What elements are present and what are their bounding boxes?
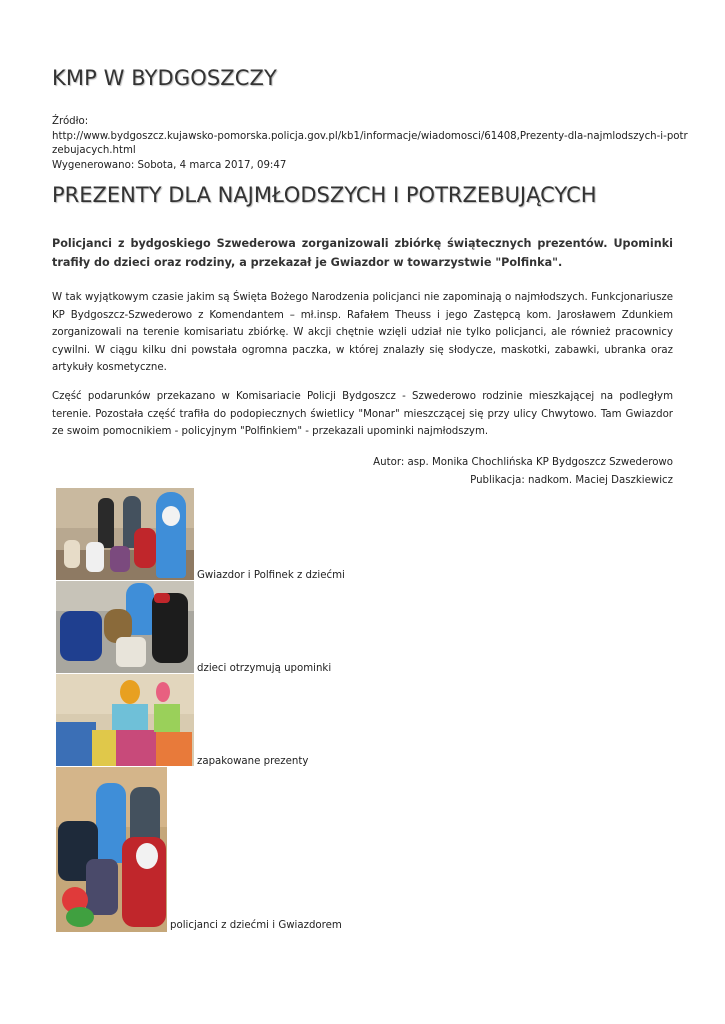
photo-dzieci-upominki[interactable] [56,581,194,673]
source-meta [52,115,688,173]
gallery-item [56,674,356,766]
article-paragraph-2: Część podarunków przekazano w Komisariacie Policji Bydgoszcz - Szwederowo rodzinie mieszkającej na podległym terenie. Pozostała część trafiła do podopiecznych świetlicy "Monar" mieszczącej się przy ulicy Chwytowo. Tam Gwiazdor ze swoim pomocnikiem - policyjnym "Polfinkiem" - przekazali upominki najmłodszym. [52,391,673,438]
article-lead: Policjanci z bydgoskiego Szwederowa zorganizowali zbiórkę świątecznych prezentów. Upominki trafiły do dzieci oraz rodziny, a przekazał je Gwiazdor w towarzystwie "Polfinka". [52,237,673,269]
source-label: Źródło: [52,116,89,127]
photo-policjanci-gwiazdor[interactable] [56,767,167,932]
photo-caption: dzieci otrzymują upominki [197,663,332,674]
gallery-item [56,767,356,932]
source-url-line2[interactable]: zebujacych.html [52,145,136,157]
photo-caption: zapakowane prezenty [197,756,309,767]
photo-zapakowane-prezenty[interactable] [56,674,194,766]
generated-timestamp: Wygenerowano: Sobota, 4 marca 2017, 09:47 [52,159,287,171]
article-credits [52,454,673,489]
article-paragraph-1: W tak wyjątkowym czasie jakim są Święta Bożego Narodzenia policjanci nie zapominają o najmłodszych. Funkcjonariusze KP Bydgoszcz-Szwederowo z Komendantem – mł.insp. Rafałem Theuss i jego Zastępcą kom. Jarosławem Zdunkiem zorganizowali na terenie komisariatu zbiórkę. W akcji chętnie wzięli udział nie tylko policjanci, ale również pracownicy cywilni. W ciągu kilku dni powstała ogromna paczka, w której znalazły się słodycze, maskotki, zabawki, ubranka oraz artykuły kosmetyczne. [52,292,673,374]
site-title: KMP W BYDGOSZCZY [52,66,277,90]
article-title: PREZENTY DLA NAJMŁODSZYCH I POTRZEBUJĄCYCH [52,183,597,207]
author-line: Autor: asp. Monika Chochlińska KP Bydgoszcz Szwederowo [373,457,673,468]
gallery-item [56,581,356,673]
photo-caption: Gwiazdor i Polfinek z dziećmi [197,570,345,581]
photo-gwiazdor-polfinek[interactable] [56,488,194,580]
gallery-item [56,488,356,580]
publisher-line: Publikacja: nadkom. Maciej Daszkiewicz [470,474,673,486]
source-url-line1[interactable]: http://www.bydgoszcz.kujawsko-pomorska.policja.gov.pl/kb1/informacje/wiadomosci/61408,Prezenty-dla-najmlodszych-i-potr [52,130,688,142]
photo-caption: policjanci z dziećmi i Gwiazdorem [170,920,342,931]
